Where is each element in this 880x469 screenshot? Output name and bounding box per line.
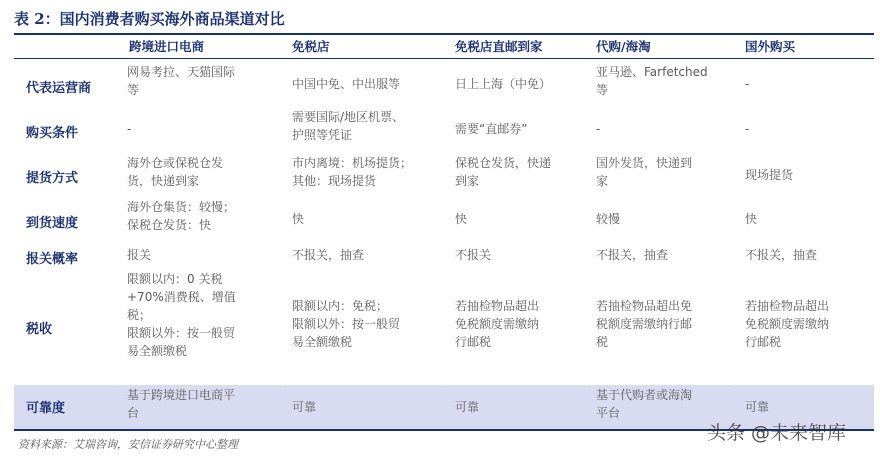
row-label-delivery-speed: 到货速度 <box>26 216 79 231</box>
table-cell: 报关 <box>127 248 152 262</box>
row-label-operator: 代表运营商 <box>26 81 92 96</box>
table-title: 表 2：国内消费者购买海外商品渠道对比 <box>14 10 285 28</box>
table-cell: 网易考拉、天猫国际 等 <box>127 65 236 97</box>
table-cell: 保税仓发货，快递 到家 <box>455 156 552 188</box>
table-cell: 较慢 <box>596 212 621 226</box>
table-cell: - <box>596 122 601 136</box>
table-cell: 基于跨境进口电商平 台 <box>127 388 236 420</box>
header-daigou-haitao: 代购/海淘 <box>596 39 651 54</box>
table-cell: 不报关，抽查 <box>745 248 818 262</box>
table-cell: 限额以内：0 关税 +70%消费税、增值 税； 限额以外：按一般贸 易全额缴税 <box>127 272 236 358</box>
column-divider <box>587 35 588 386</box>
header-cross-border-ecommerce: 跨境进口电商 <box>129 39 205 54</box>
table-cell: 可靠 <box>455 400 480 414</box>
header-duty-free-direct-mail: 免税店直邮到家 <box>455 39 543 54</box>
row-label-customs-probability: 报关概率 <box>26 252 79 267</box>
column-divider <box>735 35 736 386</box>
table-cell: 需要国际/地区机票、 护照等凭证 <box>292 110 405 142</box>
row-label-pickup-method: 提货方式 <box>26 171 79 186</box>
table-cell: - <box>127 122 132 136</box>
table-cell: 不报关 <box>455 248 492 262</box>
column-divider <box>117 35 118 386</box>
table-cell: 可靠 <box>292 400 317 414</box>
row-label-tax: 税收 <box>26 322 53 337</box>
table-cell: 快 <box>455 212 468 226</box>
table-cell: - <box>745 122 750 136</box>
table-cell: 限额以内：免税； 限额以外：按一般贸 易全额缴税 <box>292 299 401 349</box>
table-cell: - <box>745 77 750 91</box>
row-label-purchase-condition: 购买条件 <box>26 126 79 141</box>
column-divider <box>445 35 446 386</box>
table-cell: 不报关，抽查 <box>596 248 669 262</box>
table-cell: 若抽检物品超出 免税额度需缴纳 行邮税 <box>455 299 540 349</box>
title-rule <box>14 33 874 35</box>
table-cell: 需要“直邮券” <box>455 122 528 136</box>
table-cell: 现场提货 <box>745 168 794 182</box>
table-cell: 日上上海（中免） <box>455 77 552 91</box>
source-note: 资料来源：艾瑞咨询，安信证券研究中心整理 <box>18 438 238 451</box>
table-cell: 不报关，抽查 <box>292 248 365 262</box>
table-cell: 市内离境：机场提货； 其他：现场提货 <box>292 156 413 188</box>
header-duty-free-store: 免税店 <box>292 39 330 54</box>
table-cell: 海外仓或保税仓发 货，快递到家 <box>127 156 224 188</box>
table-cell: 可靠 <box>745 400 770 414</box>
table-cell: 若抽检物品超出 免税额度需缴纳 行邮税 <box>745 299 830 349</box>
table-cell: 海外仓集货：较慢； 保税仓发货：快 <box>127 200 236 232</box>
table-cell: 快 <box>745 212 758 226</box>
table-cell: 快 <box>292 212 305 226</box>
table-cell: 亚马逊、Farfetched 等 <box>596 65 708 97</box>
table-cell: 中国中免、中出服等 <box>292 77 401 91</box>
row-label-reliability: 可靠度 <box>26 401 66 416</box>
table-cell: 基于代购者或海淘 平台 <box>596 388 693 420</box>
header-rule <box>14 58 874 59</box>
column-divider <box>283 35 284 386</box>
table-cell: 若抽检物品超出免 税额度需缴纳行邮 税 <box>596 299 693 349</box>
watermark: 头条 @未来智库 <box>707 422 847 444</box>
header-overseas-purchase: 国外购买 <box>745 39 796 54</box>
table-cell: 国外发货，快递到 家 <box>596 156 693 188</box>
